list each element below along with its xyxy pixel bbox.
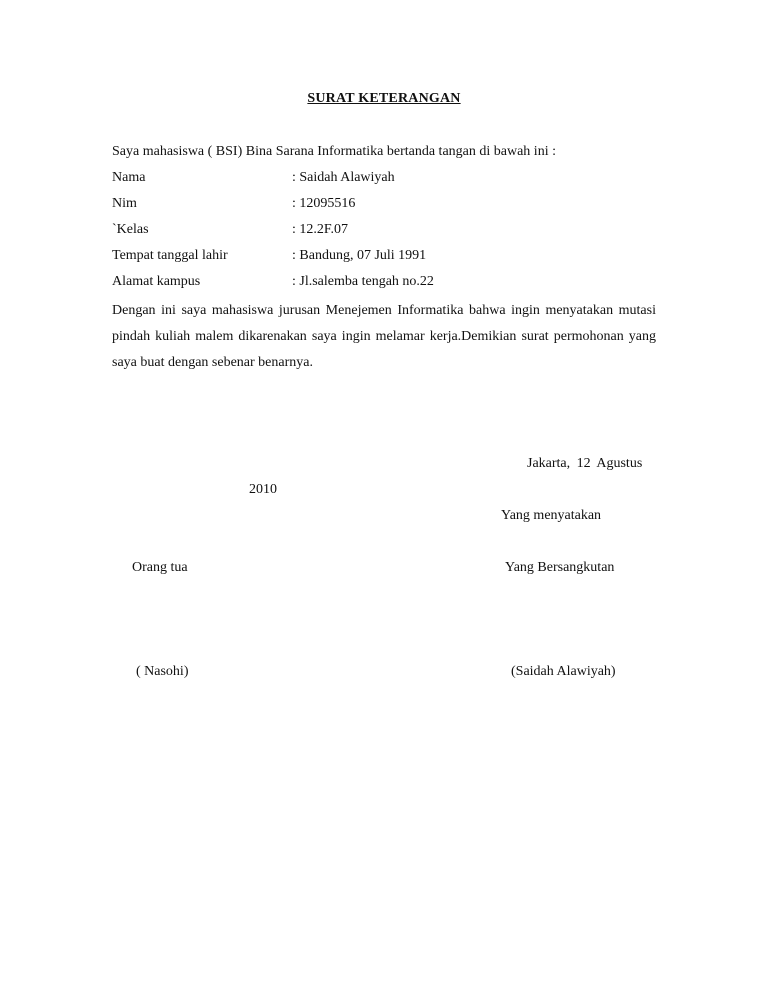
place-date: Jakarta, 12 Agustus [527,456,643,471]
field-value-alamat-kampus: : Jl.salemba tengah no.22 [292,274,434,289]
parent-signature-label: Orang tua [132,560,188,575]
student-signature-label: Yang Bersangkutan [505,560,615,575]
field-label-kelas: `Kelas [112,222,149,237]
field-value-nim: : 12095516 [292,196,356,211]
field-value-kelas: : 12.2F.07 [292,222,349,237]
field-label-alamat-kampus: Alamat kampus [112,274,201,289]
field-label-tempat-tanggal-lahir: Tempat tanggal lahir [112,248,228,263]
student-signature-name: (Saidah Alawiyah) [511,664,616,679]
parent-signature-name: ( Nasohi) [136,664,189,679]
field-value-tempat-tanggal-lahir: : Bandung, 07 Juli 1991 [292,248,427,263]
document-title: SURAT KETERANGAN [307,91,461,106]
statement-label: Yang menyatakan [501,508,602,523]
field-value-nama: : Saidah Alawiyah [292,170,395,185]
field-label-nama: Nama [112,170,146,185]
statement-paragraph: Dengan ini saya mahasiswa jurusan Menejemen Informatika bahwa ingin menyatakan mutasi pindah kuliah malem dikarenakan saya ingin melamar kerja.Demikian surat permohonan yang saya buat dengan sebenar benarnya. [112,303,656,370]
intro-text: Saya mahasiswa ( BSI) Bina Sarana Informatika bertanda tangan di bawah ini : [112,144,556,159]
field-label-nim: Nim [112,196,137,211]
date-year: 2010 [249,482,277,497]
